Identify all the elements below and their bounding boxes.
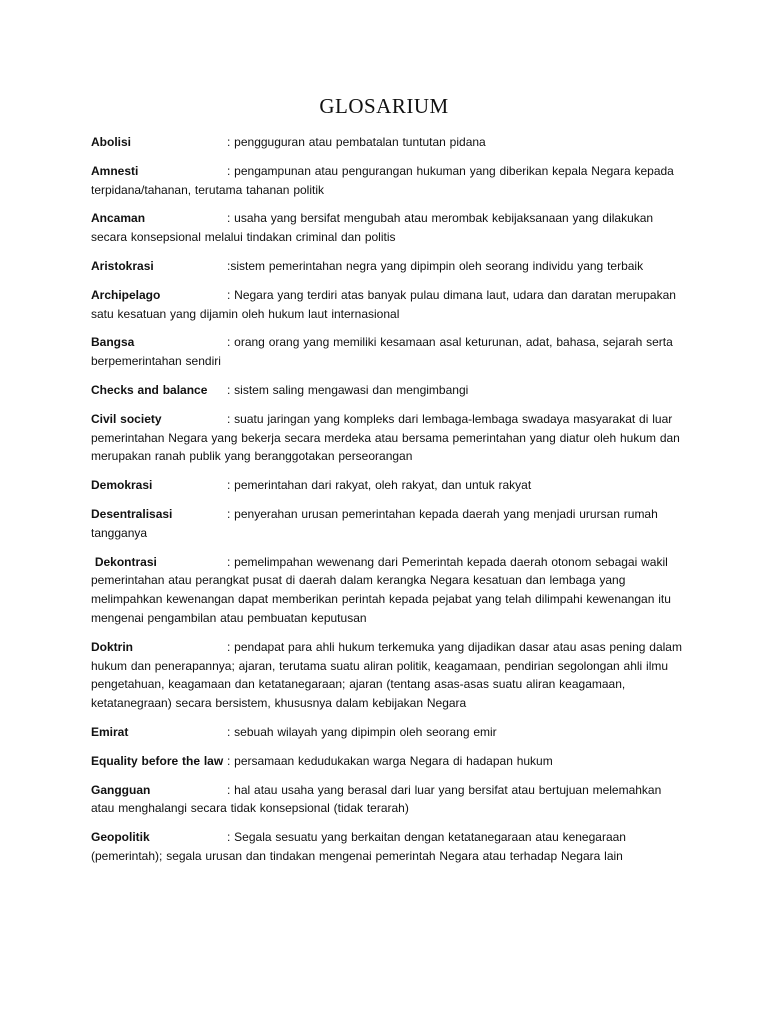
glossary-entry: [91, 410, 686, 466]
glossary-definition: : usaha yang bersifat mengubah atau merombak kebijaksanaan yang dilakukan secara konsepsional melalui tindakan criminal dan politis: [91, 211, 654, 245]
glossary-entry: [91, 476, 686, 495]
glossary-entry: [91, 162, 686, 200]
glossary-term: Amnesti: [91, 163, 139, 178]
glossary-term: Emirat: [91, 724, 129, 739]
glossary-entry: [91, 505, 686, 543]
glossary-entry: [91, 781, 686, 819]
glossary-term: Dekontrasi: [91, 554, 157, 569]
glossary-term: Geopolitik: [91, 830, 150, 845]
glossary-list: [91, 133, 686, 876]
glossary-entry: [91, 723, 686, 742]
glossary-definition: : pemelimpahan wewenang dari Pemerintah kepada daerah otonom sebagai wakil pemerintahan atau perangkat pusat di daerah dalam kerangka Negara kesatuan dan lembaga yang melimpahkan kewenangan dapat memberikan perintah kepada pejabat yang telah dilimpahi kewenangan itu mengenai pengambilan atau pembuatan keputusan: [91, 554, 671, 625]
glossary-term: Desentralisasi: [91, 506, 173, 521]
glossary-term: Doktrin: [91, 639, 133, 654]
glossary-definition: : pengampunan atau pengurangan hukuman yang diberikan kepala Negara kepada terpidana/tahanan, terutama tahanan politik: [91, 163, 674, 197]
glossary-definition: : pendapat para ahli hukum terkemuka yang dijadikan dasar atau asas pening dalam hukum dan penerapannya; ajaran, terutama suatu aliran politik, keagamaan, pendirian segolongan ahli ilmu pengetahuan, keagamaan dan ketatanegaraan; ajaran (tentang asas-asas suatu aliran keagamaan, ketatanegraan) secara bersistem, khususnya dalam kebijakan Negara: [91, 639, 682, 711]
glossary-entry: [91, 333, 686, 371]
glossary-definition: : persamaan kedudukakan warga Negara di hadapan hukum: [227, 753, 553, 768]
glossary-entry: [91, 257, 686, 276]
glossary-term: Civil society: [91, 411, 162, 426]
glossary-term: Gangguan: [91, 782, 151, 797]
glossary-entry: [91, 553, 686, 628]
glossary-entry: [91, 752, 686, 771]
glossary-term: Abolisi: [91, 135, 132, 149]
glossary-definition: : Segala sesuatu yang berkaitan dengan ketatanegaraan atau kenegaraan (pemerintah); segala urusan dan tindakan mengenai pemerintah Negara atau terhadap Negara lain: [91, 830, 626, 863]
glossary-term: Equality before the law: [91, 753, 224, 768]
glossary-definition: :sistem pemerintahan negra yang dipimpin oleh seorang individu yang terbaik: [227, 258, 644, 273]
glossary-entry: [91, 828, 686, 866]
glossary-definition: : Negara yang terdiri atas banyak pulau dimana laut, udara dan daratan merupakan satu kesatuan yang dijamin oleh hukum laut internasional: [91, 287, 676, 321]
glossary-term: Archipelago: [91, 287, 161, 302]
glossary-entry: [91, 133, 686, 152]
glossary-term: Ancaman: [91, 211, 146, 226]
glossary-definition: : penyerahan urusan pemerintahan kepada daerah yang menjadi urursan rumah tangganya: [91, 506, 658, 540]
glossary-entry: [91, 381, 686, 400]
glossary-definition: : pemerintahan dari rakyat, oleh rakyat, dan untuk rakyat: [227, 478, 532, 493]
glossary-definition: : sebuah wilayah yang dipimpin oleh seorang emir: [227, 724, 497, 739]
glossary-entry: [91, 286, 686, 324]
glossary-term: Aristokrasi: [91, 258, 154, 273]
glossary-definition: : hal atau usaha yang berasal dari luar yang bersifat atau bertujuan melemahkan atau menghalangi secara tidak konsepsional (tidak terarah): [91, 782, 662, 816]
glossary-term: Bangsa: [91, 335, 135, 350]
glossary-entry: [91, 209, 686, 247]
glossary-definition: : pengguguran atau pembatalan tuntutan pidana: [227, 135, 486, 149]
page-title: GLOSARIUM: [319, 94, 449, 118]
glossary-definition: : sistem saling mengawasi dan mengimbangi: [227, 382, 469, 397]
glossary-term: Demokrasi: [91, 478, 153, 493]
glossary-definition: : suatu jaringan yang kompleks dari lembaga-lembaga swadaya masyarakat di luar pemerintahan Negara yang bekerja secara merdeka atau bersama pemerintahan yang diatur oleh hukum dan merupakan ranah publik yang beranggotakan perseorangan: [91, 411, 680, 464]
glossary-definition: : orang orang yang memiliki kesamaan asal keturunan, adat, bahasa, sejarah serta berpemerintahan sendiri: [91, 335, 673, 369]
glossary-term: Checks and balance: [91, 382, 208, 397]
glossary-entry: [91, 638, 686, 713]
